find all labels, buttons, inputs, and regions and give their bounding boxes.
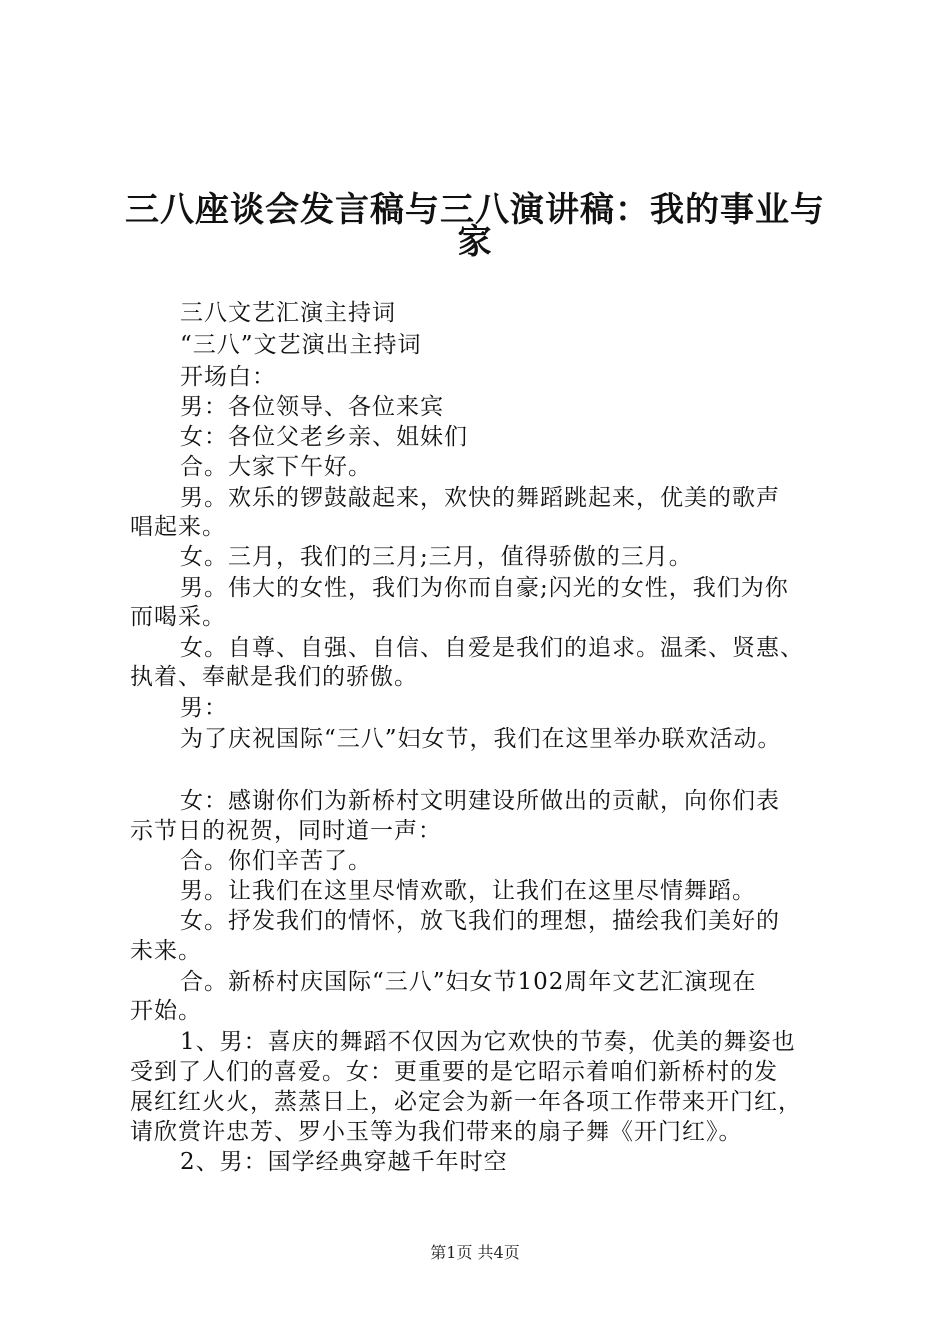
document-title-line1: 三八座谈会发言稿与三八演讲稿：我的事业与 [125, 190, 825, 230]
text-line: 男。伟大的女性，我们为你而自豪;闪光的女性，我们为你 [180, 575, 789, 601]
text-line: 女。自尊、自强、自信、自爱是我们的追求。温柔、贤惠、 [180, 635, 804, 661]
text-line: 开始。 [130, 998, 202, 1024]
text-line: 三八文艺汇演主持词 [180, 300, 396, 326]
text-line: 展红红火火，蒸蒸日上，必定会为新一年各项工作带来开门红， [130, 1089, 802, 1115]
text-line: “三八”文艺演出主持词 [180, 332, 422, 358]
page-number-footer: 第1页 共4页 [430, 1243, 520, 1262]
text-line: 1、男：喜庆的舞蹈不仅因为它欢快的节奏，优美的舞姿也 [180, 1029, 796, 1055]
text-line: 开场白： [180, 364, 276, 390]
text-line: 合。大家下午好。 [180, 454, 372, 480]
text-line: 合。新桥村庆国际“三八”妇女节102周年文艺汇演现在 [180, 969, 757, 995]
text-line: 执着、奉献是我们的骄傲。 [130, 664, 418, 690]
text-line: 男： [180, 695, 228, 721]
text-line: 未来。 [130, 938, 202, 964]
text-line: 唱起来。 [130, 514, 226, 540]
text-line: 2、男：国学经典穿越千年时空 [180, 1149, 508, 1175]
text-line: 女。抒发我们的情怀，放飞我们的理想，描绘我们美好的 [180, 908, 780, 934]
text-line: 女：感谢你们为新桥村文明建设所做出的贡献，向你们表 [180, 788, 780, 814]
text-line: 合。你们辛苦了。 [180, 848, 372, 874]
text-line: 男。欢乐的锣鼓敲起来，欢快的舞蹈跳起来，优美的歌声 [180, 485, 780, 511]
text-line: 示节日的祝贺，同时道一声： [130, 818, 442, 844]
text-line: 受到了人们的喜爱。女：更重要的是它昭示着咱们新桥村的发 [130, 1059, 778, 1085]
document-title-line2: 家 [457, 222, 493, 262]
text-line: 男：各位领导、各位来宾 [180, 394, 444, 420]
text-line: 女。三月，我们的三月;三月，值得骄傲的三月。 [180, 544, 693, 570]
text-line: 男。让我们在这里尽情欢歌，让我们在这里尽情舞蹈。 [180, 878, 756, 904]
text-line: 女：各位父老乡亲、姐妹们 [180, 424, 468, 450]
text-line: 为了庆祝国际“三八”妇女节，我们在这里举办联欢活动。 [180, 726, 782, 752]
text-line: 而喝采。 [130, 604, 226, 630]
text-line: 请欣赏许忠芳、罗小玉等为我们带来的扇子舞《开门红》。 [130, 1119, 743, 1145]
